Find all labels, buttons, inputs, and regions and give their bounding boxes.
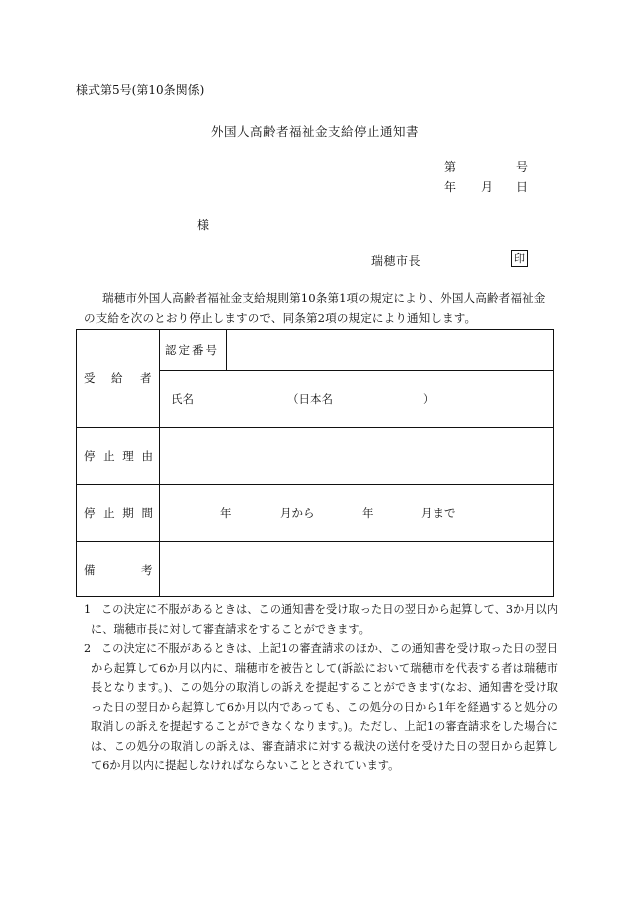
- japanese-name-close: ）: [423, 392, 435, 406]
- seal-mark: 印: [511, 250, 528, 267]
- reason-label: 停 止 理 由: [84, 449, 155, 463]
- row-divider-recipient: [77, 427, 554, 428]
- note-text: この決定に不服があるときは、上記1の審査請求のほか、この通知書を受け取った日の翌日から起算して6か月以内に、瑞穂市を被告として(訴訟において瑞穂市を代表する者は瑞穂市長となります。)、この処分の取消しの訴えを提起することができます(なお、通知書を受け取った日の翌日から起算して6か月以内であっても、この処分の日から1年を経過すると処分の取消しの訴えを提起することができなくなります。)。ただし、上記1の審査請求をした場合には、この処分の取消しの訴えは、審査請求に対する裁決の送付を受けた日の翌日から起算して6か月以内に提起しなければならないこととされています。: [91, 642, 558, 772]
- date-day: 日: [516, 180, 529, 194]
- recipient-label-3: 者: [140, 371, 152, 385]
- notes-list: [76, 600, 558, 776]
- date-month: 月: [481, 180, 494, 194]
- period-label: 停 止 期 間: [84, 506, 155, 520]
- name-label: 氏名: [171, 392, 194, 406]
- note-item: [76, 600, 558, 639]
- note-text: この決定に不服があるときは、この通知書を受け取った日の翌日から起算して、3か月以内に、瑞穂市長に対して審査請求をすることができます。: [91, 603, 558, 636]
- note-number: 2: [84, 642, 92, 655]
- document-title: 外国人高齢者福祉金支給停止通知書: [210, 124, 419, 139]
- remarks-label-1: 備: [84, 563, 96, 577]
- period-until: 月まで: [421, 506, 456, 520]
- note-number: 1: [84, 603, 92, 616]
- info-table: [76, 329, 554, 597]
- form-number: 様式第5号(第10条関係): [76, 83, 205, 97]
- japanese-name-label: （日本名: [287, 392, 333, 406]
- period-year-1: 年: [220, 506, 232, 520]
- remarks-label-2: 考: [141, 563, 153, 577]
- row-divider-cert: [159, 370, 554, 371]
- period-from: 月から: [280, 506, 315, 520]
- cert-label-divider: [226, 330, 227, 370]
- period-year-2: 年: [362, 506, 374, 520]
- addressee-suffix: 様: [197, 218, 210, 232]
- recipient-label-1: 受: [84, 371, 96, 385]
- recipient-label-2: 給: [111, 371, 123, 385]
- issuer-name: 瑞穂市長: [371, 254, 422, 268]
- doc-number-go: 号: [516, 160, 529, 174]
- cert-number-label: 認定番号: [165, 343, 219, 357]
- row-divider-reason: [77, 484, 554, 485]
- label-column-divider: [159, 330, 160, 597]
- row-divider-period: [77, 541, 554, 542]
- doc-number-dai: 第: [444, 160, 457, 174]
- note-item: [76, 639, 558, 776]
- body-paragraph: 瑞穂市外国人高齢者福祉金支給規則第10条第1項の規定により、外国人高齢者福祉金の支給を次のとおり停止しますので、同条第2項の規定により通知します。: [84, 291, 546, 325]
- date-year: 年: [444, 180, 457, 194]
